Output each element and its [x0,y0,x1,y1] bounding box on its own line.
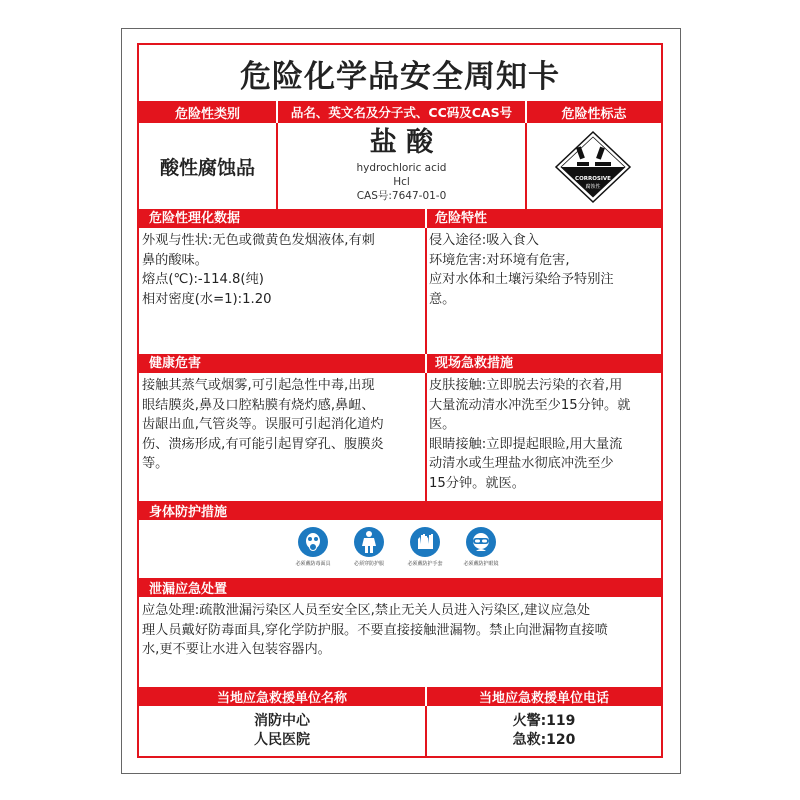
name-heading: 品名、英文名及分子式、CC码及CAS号 [290,105,513,120]
hazards-line: 应对水体和土壤污染给予特别注 [429,272,614,287]
chemical-name-cn: 盐 酸 [369,127,434,158]
physchem-line: 熔点(℃):-114.8(纯) [142,272,264,287]
chemical-name-en: hydrochloric acid [356,162,447,174]
hazards-line: 侵入途径:吸入食入 [429,233,539,248]
phones-list [427,712,661,750]
health-line: 等。 [142,456,169,471]
phones-heading: 当地应急救援单位电话 [478,691,609,706]
page-title: 危险化学品安全周知卡 [240,58,560,95]
safety-card [137,43,663,758]
spill-line: 应急处理:疏散泄漏污染区人员至安全区,禁止无关人员进入污染区,建议应急处 [142,603,591,618]
mark-heading: 危险性标志 [561,106,627,122]
chemical-formula: Hcl [393,176,410,188]
gloves-icon [410,527,440,557]
corrosive-label-en: CORROSIVE [575,176,611,182]
physchem-line: 相对密度(水=1):1.20 [142,291,272,307]
units-list [139,712,425,750]
phone-number: 火警:119 [512,713,576,729]
protection-caption: 必须戴防护眼镜 [463,561,499,567]
spill-heading: 泄漏应急处置 [139,578,661,597]
first-aid-line: 动清水或生理盐水彻底冲洗至少 [429,456,614,471]
physchem-heading: 危险性理化数据 [149,211,241,226]
hazards-line: 意。 [429,291,456,307]
category-heading: 危险性类别 [174,106,240,122]
protection-heading: 身体防护措施 [139,501,661,520]
spill-text [142,601,660,660]
physchem-text [142,231,423,309]
hazards-heading: 危险特性 [435,211,488,226]
hazards-text [429,231,659,309]
unit-name: 人民医院 [254,732,310,748]
gas-mask-icon [298,527,328,557]
health-line: 眼结膜炎,鼻及口腔粘膜有烧灼感,鼻衄、 [142,397,375,413]
hazard-category: 酸性腐蚀品 [159,156,255,179]
first-aid-line: 眼睛接触:立即提起眼睑,用大量流 [429,436,623,452]
first-aid-line: 15分钟。就医。 [429,475,525,491]
corrosive-diamond-icon [551,129,635,205]
unit-name: 消防中心 [254,713,310,729]
first-aid-text [429,376,659,493]
physchem-line: 鼻的酸味。 [142,252,208,268]
first-aid-line: 医。 [429,417,456,432]
goggles-icon [466,527,496,557]
corrosive-label-cn: 腐蚀性 [585,184,601,190]
cas-number: CAS号:7647-01-0 [356,190,447,202]
spill-line: 水,更不要让水进入包装容器内。 [142,642,331,657]
health-line: 接触其蒸气或烟雾,可引起急性中毒,出现 [142,378,375,393]
protection-caption: 必须戴防毒面具 [295,561,331,567]
protection-icons [139,520,661,578]
protective-suit-icon [354,527,384,557]
health-line: 齿龈出血,气管炎等。误服可引起消化道灼 [142,417,384,432]
spill-line: 理人员戴好防毒面具,穿化学防护服。不要直接接触泄漏物。禁止向泄漏物直接喷 [142,622,608,638]
first-aid-line: 大量流动清水冲洗至少15分钟。就 [429,397,631,413]
health-line: 伤、溃疡形成,有可能引起胃穿孔、腹膜炎 [142,436,384,452]
hazards-line: 环境危害:对环境有危害, [429,252,570,268]
phone-number: 急救:120 [512,732,576,748]
first-aid-heading: 现场急救措施 [435,356,514,371]
units-heading: 当地应急救援单位名称 [216,691,347,706]
health-heading: 健康危害 [149,356,202,371]
protection-caption: 必须穿防护服 [353,561,384,567]
protection-caption: 必须戴防护手套 [407,561,443,567]
health-text [142,376,423,474]
first-aid-line: 皮肤接触:立即脱去污染的衣着,用 [429,378,623,393]
physchem-line: 外观与性状:无色或微黄色发烟液体,有刺 [142,233,375,248]
